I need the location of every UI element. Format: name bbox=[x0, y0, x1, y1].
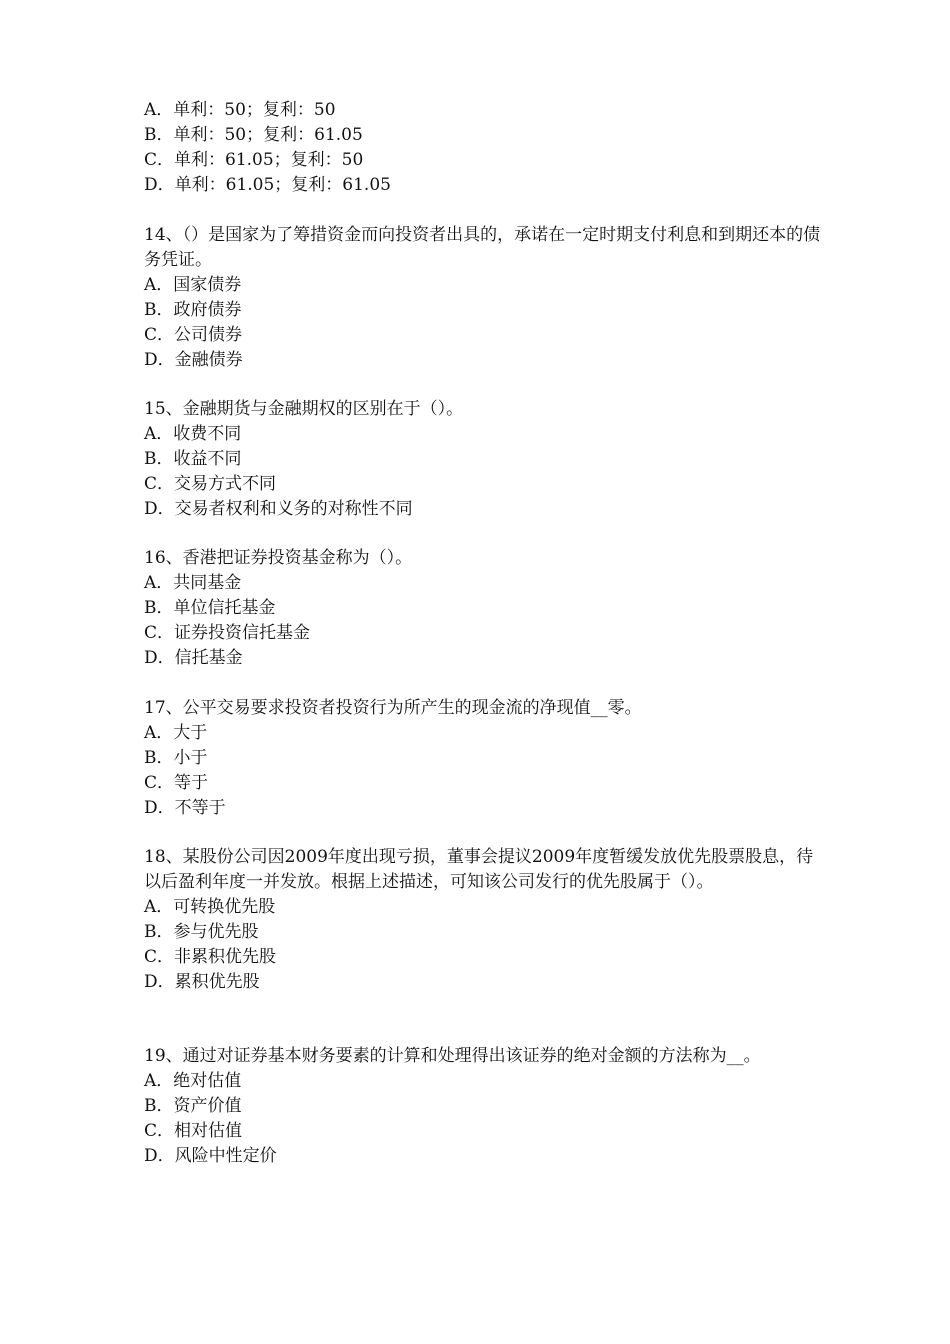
option-b: B．单位信托基金 bbox=[144, 598, 276, 618]
option-c: C．公司债券 bbox=[144, 325, 243, 345]
question-stem: 19、通过对证券基本财务要素的计算和处理得出该证券的绝对金额的方法称为__。 bbox=[144, 1046, 761, 1066]
option-d: D．信托基金 bbox=[144, 648, 243, 668]
question-18 bbox=[144, 845, 824, 995]
question-13-options bbox=[144, 98, 824, 198]
question-19 bbox=[144, 1044, 824, 1169]
question-16 bbox=[144, 546, 824, 671]
question-stem: 14、（）是国家为了筹措资金而向投资者出具的，承诺在一定时期支付利息和到期还本的债务凭证。 bbox=[144, 225, 821, 270]
option-c: C．证券投资信托基金 bbox=[144, 623, 311, 643]
option-c: C．交易方式不同 bbox=[144, 474, 277, 494]
option-b: B．资产价值 bbox=[144, 1096, 242, 1116]
option-c: C．等于 bbox=[144, 773, 209, 793]
option-d: D．累积优先股 bbox=[144, 972, 260, 992]
question-17 bbox=[144, 696, 824, 821]
option-a: A．大于 bbox=[144, 723, 208, 743]
question-stem: 17、公平交易要求投资者投资行为所产生的现金流的净现值__零。 bbox=[144, 698, 642, 718]
question-stem: 16、香港把证券投资基金称为（）。 bbox=[144, 548, 413, 568]
question-14 bbox=[144, 223, 824, 373]
option-d: D．单利：61.05；复利：61.05 bbox=[144, 175, 391, 195]
option-c: C．非累积优先股 bbox=[144, 947, 277, 967]
option-d: D．风险中性定价 bbox=[144, 1146, 277, 1166]
option-a: A．收费不同 bbox=[144, 424, 242, 444]
question-15 bbox=[144, 397, 824, 522]
question-stem: 15、金融期货与金融期权的区别在于（）。 bbox=[144, 399, 464, 419]
option-a: A．绝对估值 bbox=[144, 1071, 242, 1091]
option-b: B．收益不同 bbox=[144, 449, 242, 469]
option-a: A．单利：50；复利：50 bbox=[144, 100, 336, 120]
option-b: B．政府债券 bbox=[144, 300, 242, 320]
option-d: D．金融债券 bbox=[144, 350, 243, 370]
option-a: A．国家债券 bbox=[144, 275, 242, 295]
option-d: D．交易者权利和义务的对称性不同 bbox=[144, 499, 413, 519]
option-b: B．单利：50；复利：61.05 bbox=[144, 125, 363, 145]
question-stem: 18、某股份公司因2009年度出现亏损，董事会提议2009年度暂缓发放优先股票股息，待以后盈利年度一并发放。根据上述描述，可知该公司发行的优先股属于（）。 bbox=[144, 847, 814, 892]
option-c: C．相对估值 bbox=[144, 1121, 243, 1141]
option-b: B．小于 bbox=[144, 748, 208, 768]
option-a: A．共同基金 bbox=[144, 573, 242, 593]
option-a: A．可转换优先股 bbox=[144, 897, 276, 917]
option-d: D．不等于 bbox=[144, 798, 226, 818]
option-c: C．单利：61.05；复利：50 bbox=[144, 150, 364, 170]
option-b: B．参与优先股 bbox=[144, 922, 259, 942]
